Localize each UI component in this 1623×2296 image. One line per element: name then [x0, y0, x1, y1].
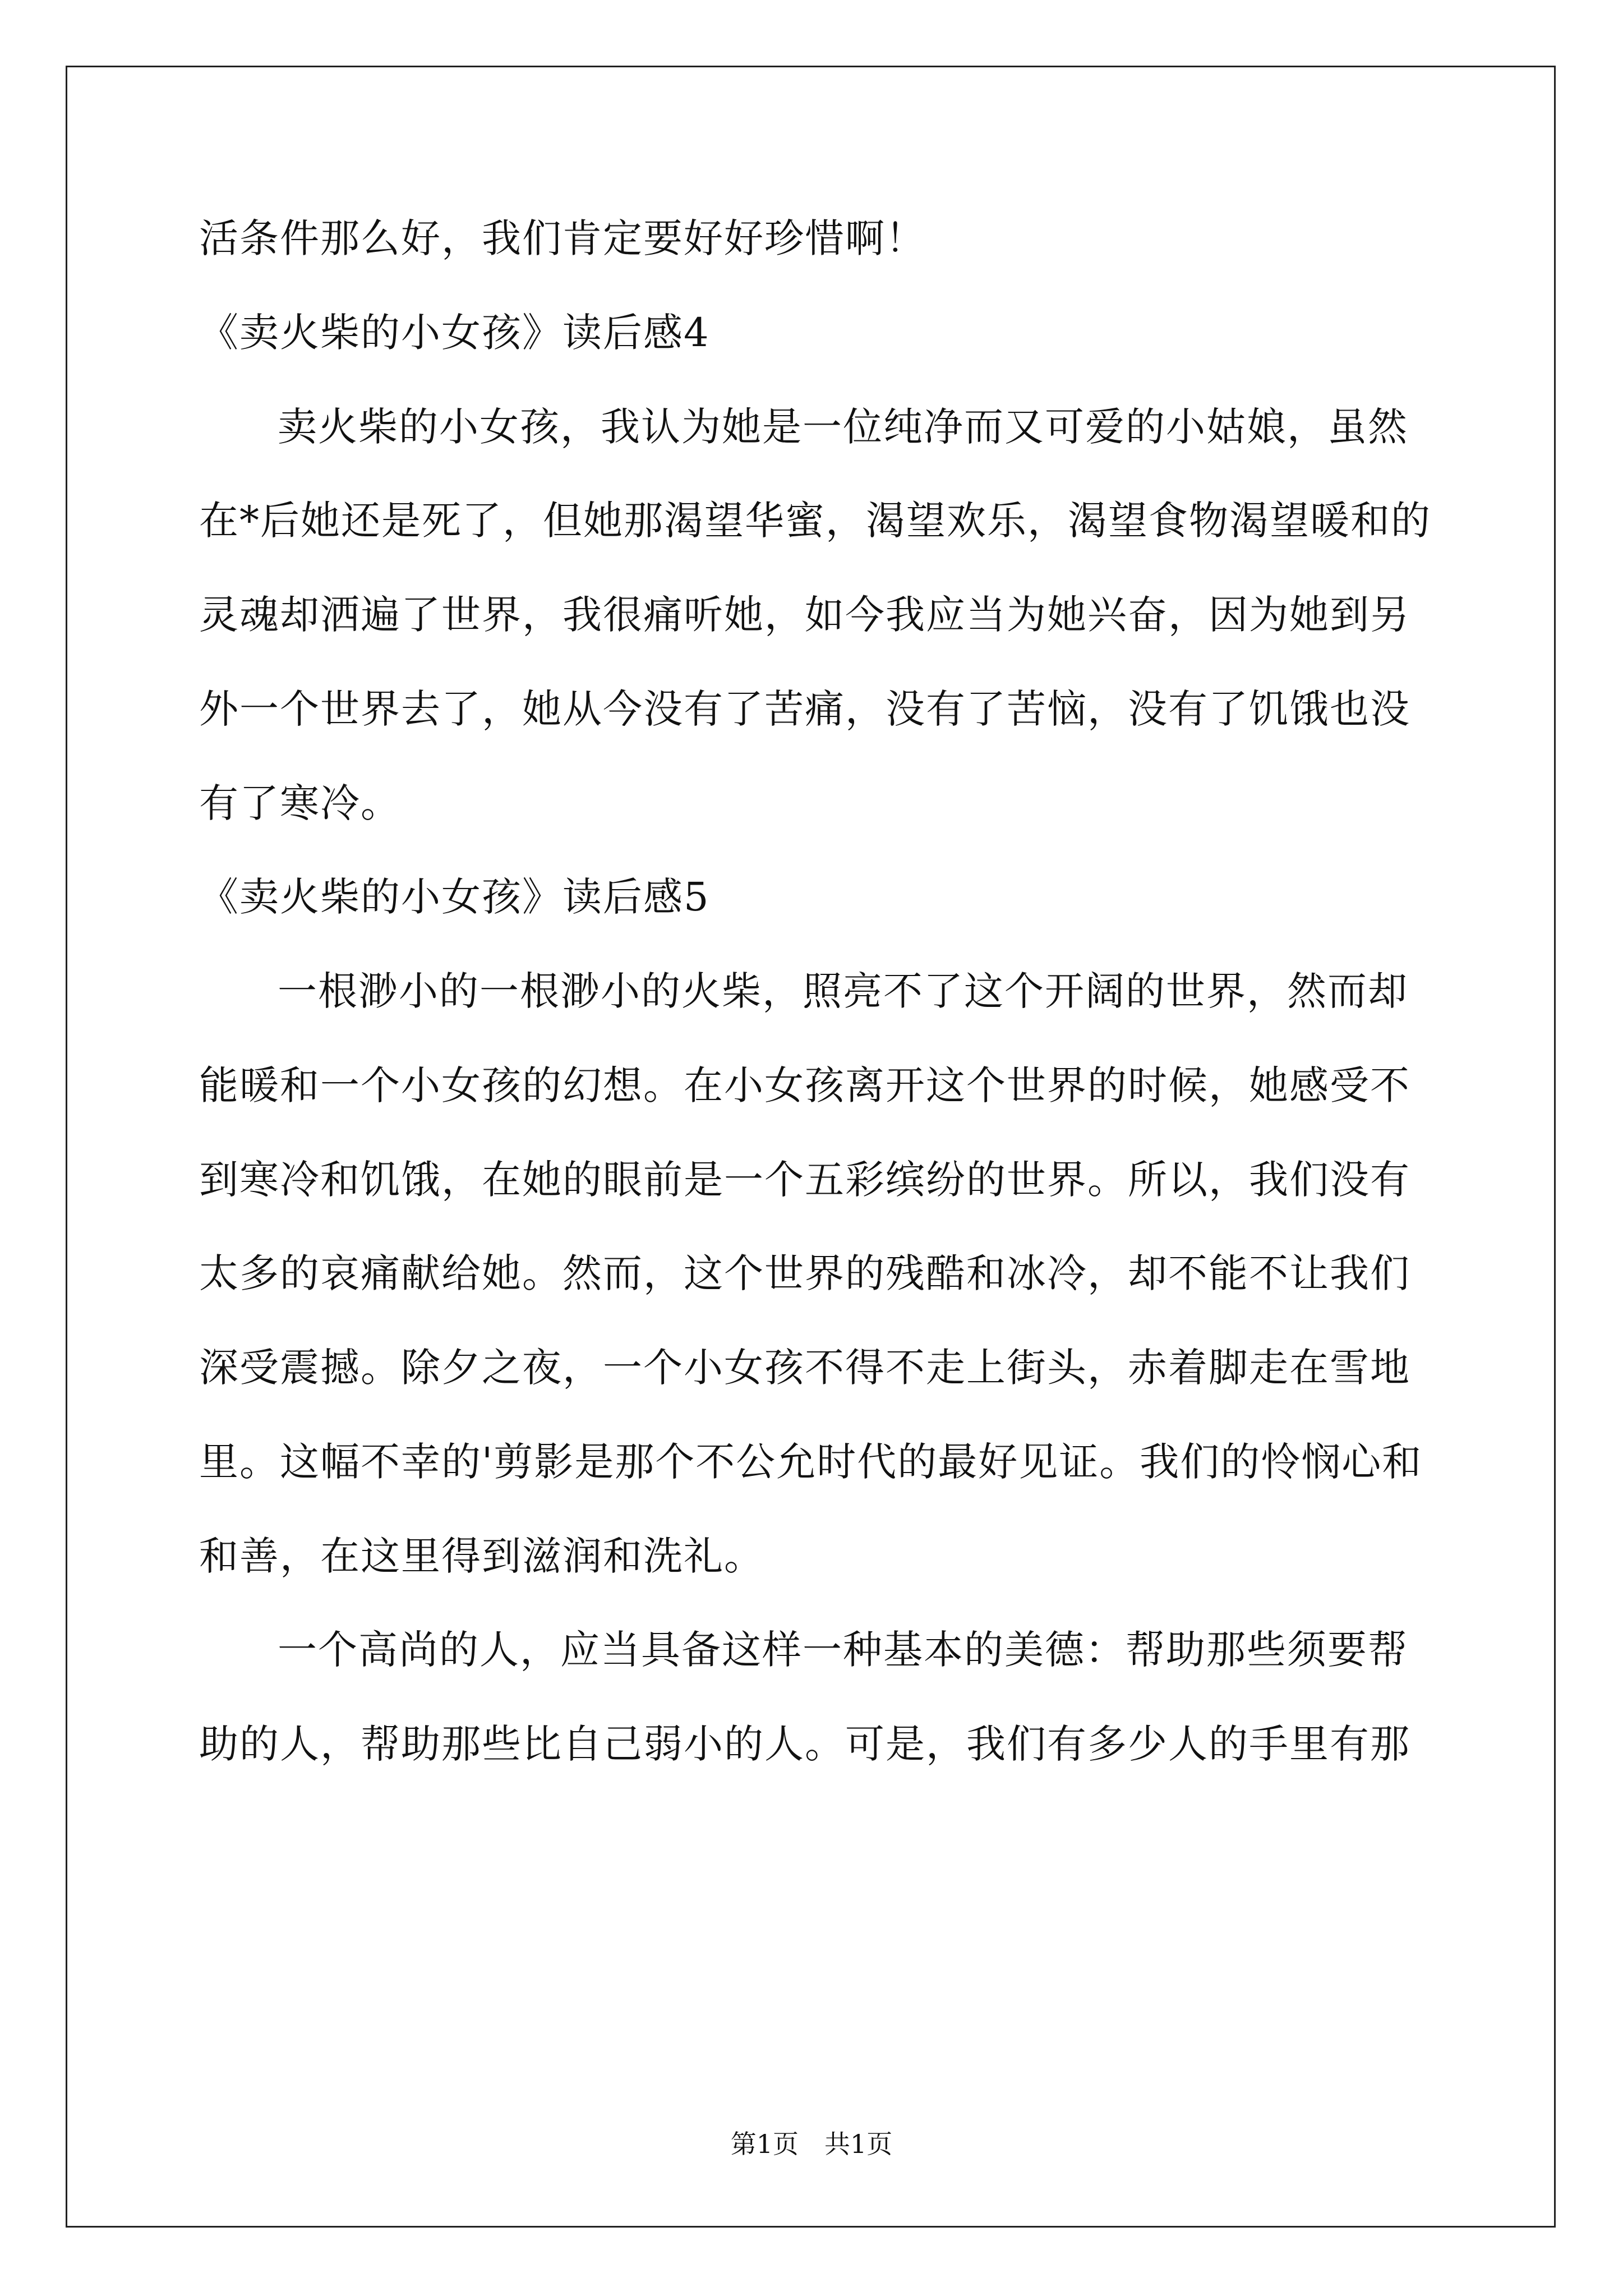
- page-border: [66, 66, 1556, 2228]
- paragraph-line: 灵魂却洒遍了世界，我很痛听她，如今我应当为她兴奋，因为她到另: [199, 592, 1410, 638]
- paragraph-line: 太多的哀痛献给她。然而，这个世界的残酷和冰冷，却不能不让我们: [199, 1250, 1410, 1296]
- paragraph-line: 一个高尚的人，应当具备这样一种基本的美德：帮助那些须要帮: [278, 1627, 1408, 1673]
- paragraph-line: 一根渺小的一根渺小的火柴，照亮不了这个开阔的世界，然而却: [278, 968, 1408, 1014]
- section-heading: 《卖火柴的小女孩》读后感5: [199, 874, 710, 920]
- section-heading: 《卖火柴的小女孩》读后感4: [199, 310, 710, 356]
- paragraph-line: 能暖和一个小女孩的幻想。在小女孩离开这个世界的时候，她感受不: [199, 1062, 1410, 1108]
- paragraph-line: 深受震撼。除夕之夜，一个小女孩不得不走上街头，赤着脚走在雪地: [199, 1345, 1410, 1391]
- paragraph-line: 里。这幅不幸的'剪影是那个不公允时代的最好见证。我们的怜悯心和: [199, 1439, 1423, 1485]
- paragraph-line: 在*后她还是死了，但她那渴望华蜜，渴望欢乐，渴望食物渴望暖和的: [199, 498, 1431, 544]
- paragraph-line: 活条件那么好，我们肯定要好好珍惜啊！: [199, 215, 926, 261]
- paragraph-line: 外一个世界去了，她从今没有了苦痛，没有了苦恼，没有了饥饿也没: [199, 686, 1410, 732]
- page-footer: 第1页 共1页: [730, 2129, 893, 2159]
- paragraph-line: 和善，在这里得到滋润和洗礼。: [199, 1533, 764, 1579]
- paragraph-line: 助的人，帮助那些比自己弱小的人。可是，我们有多少人的手里有那: [199, 1721, 1410, 1767]
- paragraph-line: 卖火柴的小女孩，我认为她是一位纯净而又可爱的小姑娘，虽然: [278, 404, 1408, 450]
- paragraph-line: 到寒冷和饥饿，在她的眼前是一个五彩缤纷的世界。所以，我们没有: [199, 1157, 1410, 1203]
- paragraph-line: 有了寒冷。: [199, 780, 401, 826]
